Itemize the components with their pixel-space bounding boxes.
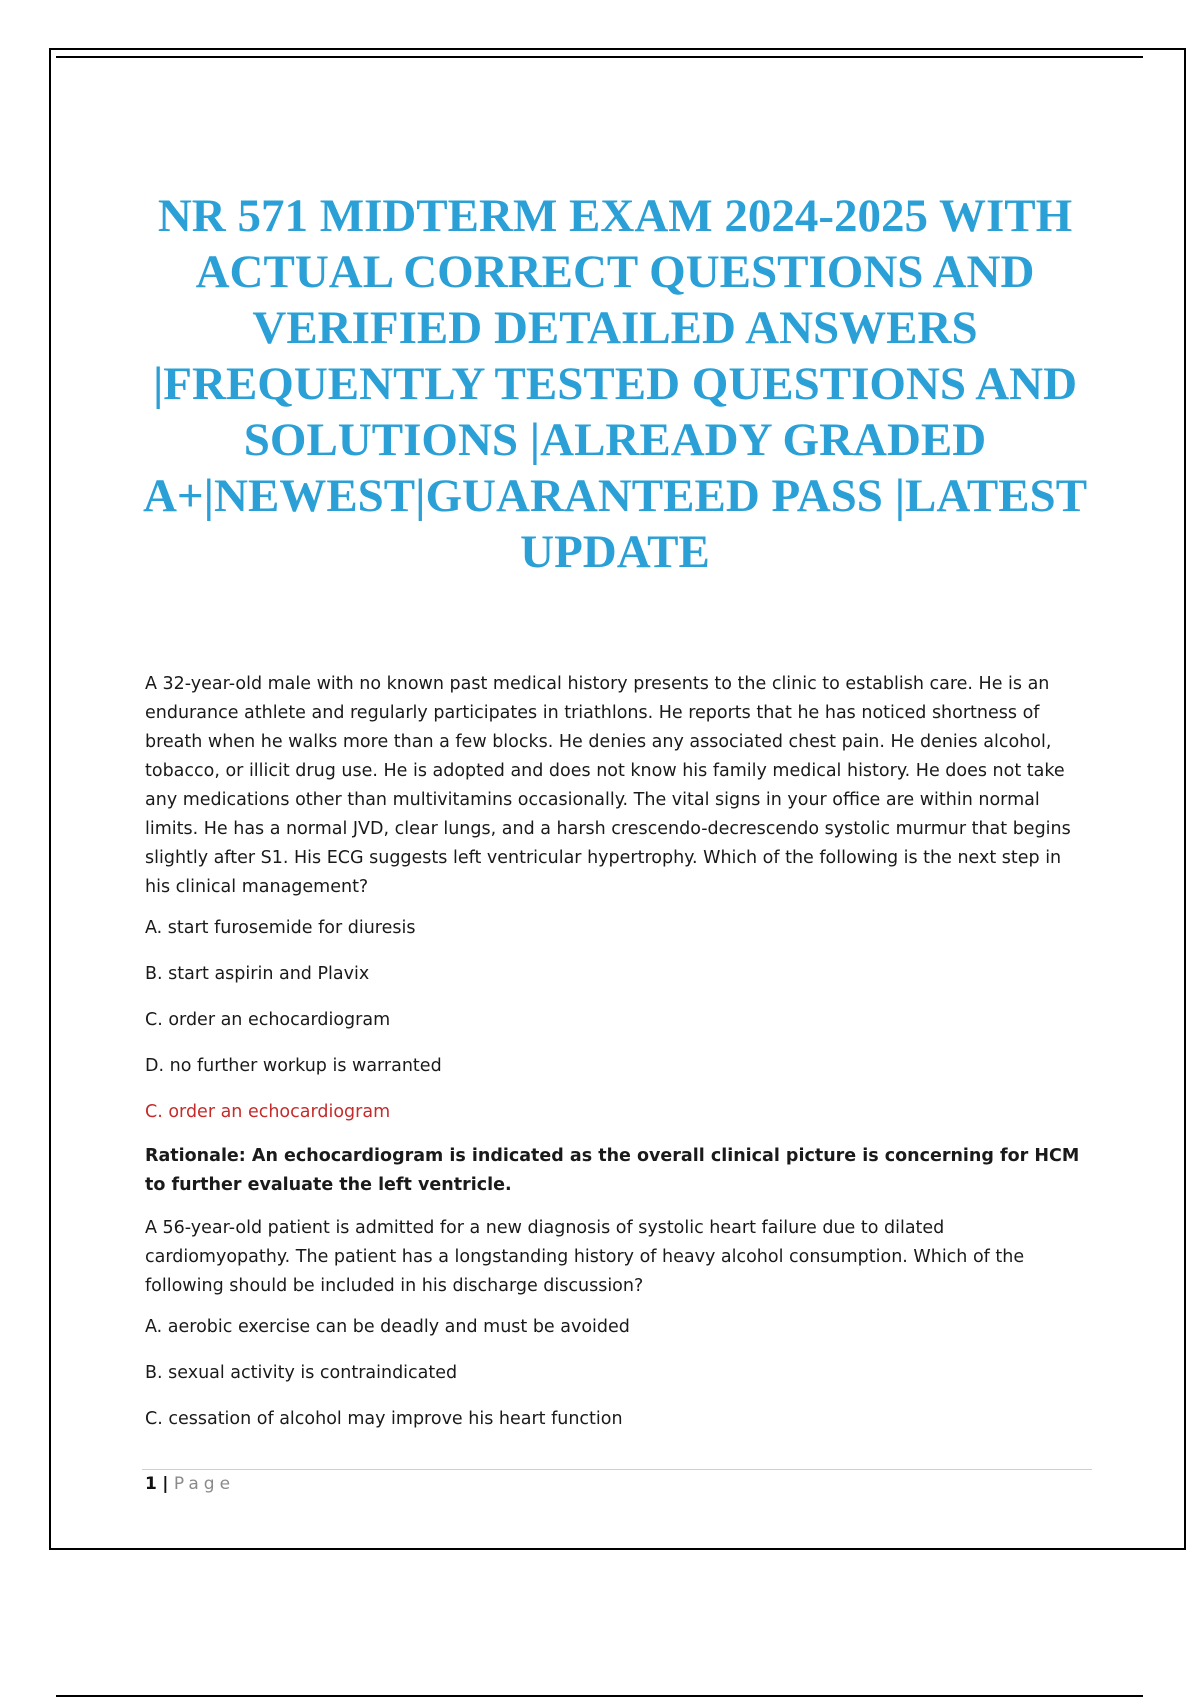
next-page-rule — [56, 1695, 1143, 1697]
answer-option-a: A. aerobic exercise can be deadly and must be avoided — [145, 1317, 630, 1337]
document-title: NR 571 MIDTERM EXAM 2024-2025 WITH ACTUAL CORRECT QUESTIONS AND VERIFIED DETAILED ANSWERS |FREQUENTLY TESTED QUESTIONS AND SOLUTIONS |ALREADY GRADED A+|NEWEST|GUARANTEED PASS |LATEST UPDATE — [142, 190, 1088, 578]
question-stem: A 32-year-old male with no known past medical history presents to the clinic to establish care. He is an endurance athlete and regularly participates in triathlons. He reports that he has noticed shortness of breath when he walks more than a few blocks. He denies any associated chest pain. He denies alcohol, tobacco, or illicit drug use. He is adopted and does not know his family medical history. He does not take any medications other than multivitamins occasionally. The vital signs in your office are within normal limits. He has a normal JVD, clear lungs, and a harsh crescendo-decrescendo systolic murmur that begins slightly after S1. His ECG suggests left ventricular hypertrophy. Which of the following is the next step in his clinical management? — [145, 674, 1071, 897]
header-rule — [56, 56, 1143, 58]
answer-option-c: C. order an echocardiogram — [145, 1010, 391, 1030]
page-number: 1 — [145, 1474, 157, 1494]
correct-answer: C. order an echocardiogram — [145, 1102, 391, 1122]
question-1 — [145, 670, 1090, 1200]
question-stem: A 56-year-old patient is admitted for a new diagnosis of systolic heart failure due to dilated cardiomyopathy. The patient has a longstanding history of heavy alcohol consumption. Which of the following should be included in his discharge discussion? — [145, 1218, 1025, 1296]
answer-option-b: B. start aspirin and Plavix — [145, 964, 370, 984]
question-2 — [145, 1214, 1090, 1434]
answer-option-c: C. cessation of alcohol may improve his heart function — [145, 1409, 623, 1429]
page-label: Page — [173, 1474, 236, 1494]
footer-rule — [142, 1469, 1092, 1470]
answer-rationale: Rationale: An echocardiogram is indicated as the overall clinical picture is concerning for HCM to further evaluate the left ventricle. — [145, 1146, 1080, 1195]
exam-content — [145, 670, 1090, 1451]
answer-option-b: B. sexual activity is contraindicated — [145, 1363, 458, 1383]
page-footer — [145, 1474, 235, 1494]
page-separator: | — [162, 1474, 169, 1494]
answer-option-d: D. no further workup is warranted — [145, 1056, 442, 1076]
answer-option-a: A. start furosemide for diuresis — [145, 918, 416, 938]
